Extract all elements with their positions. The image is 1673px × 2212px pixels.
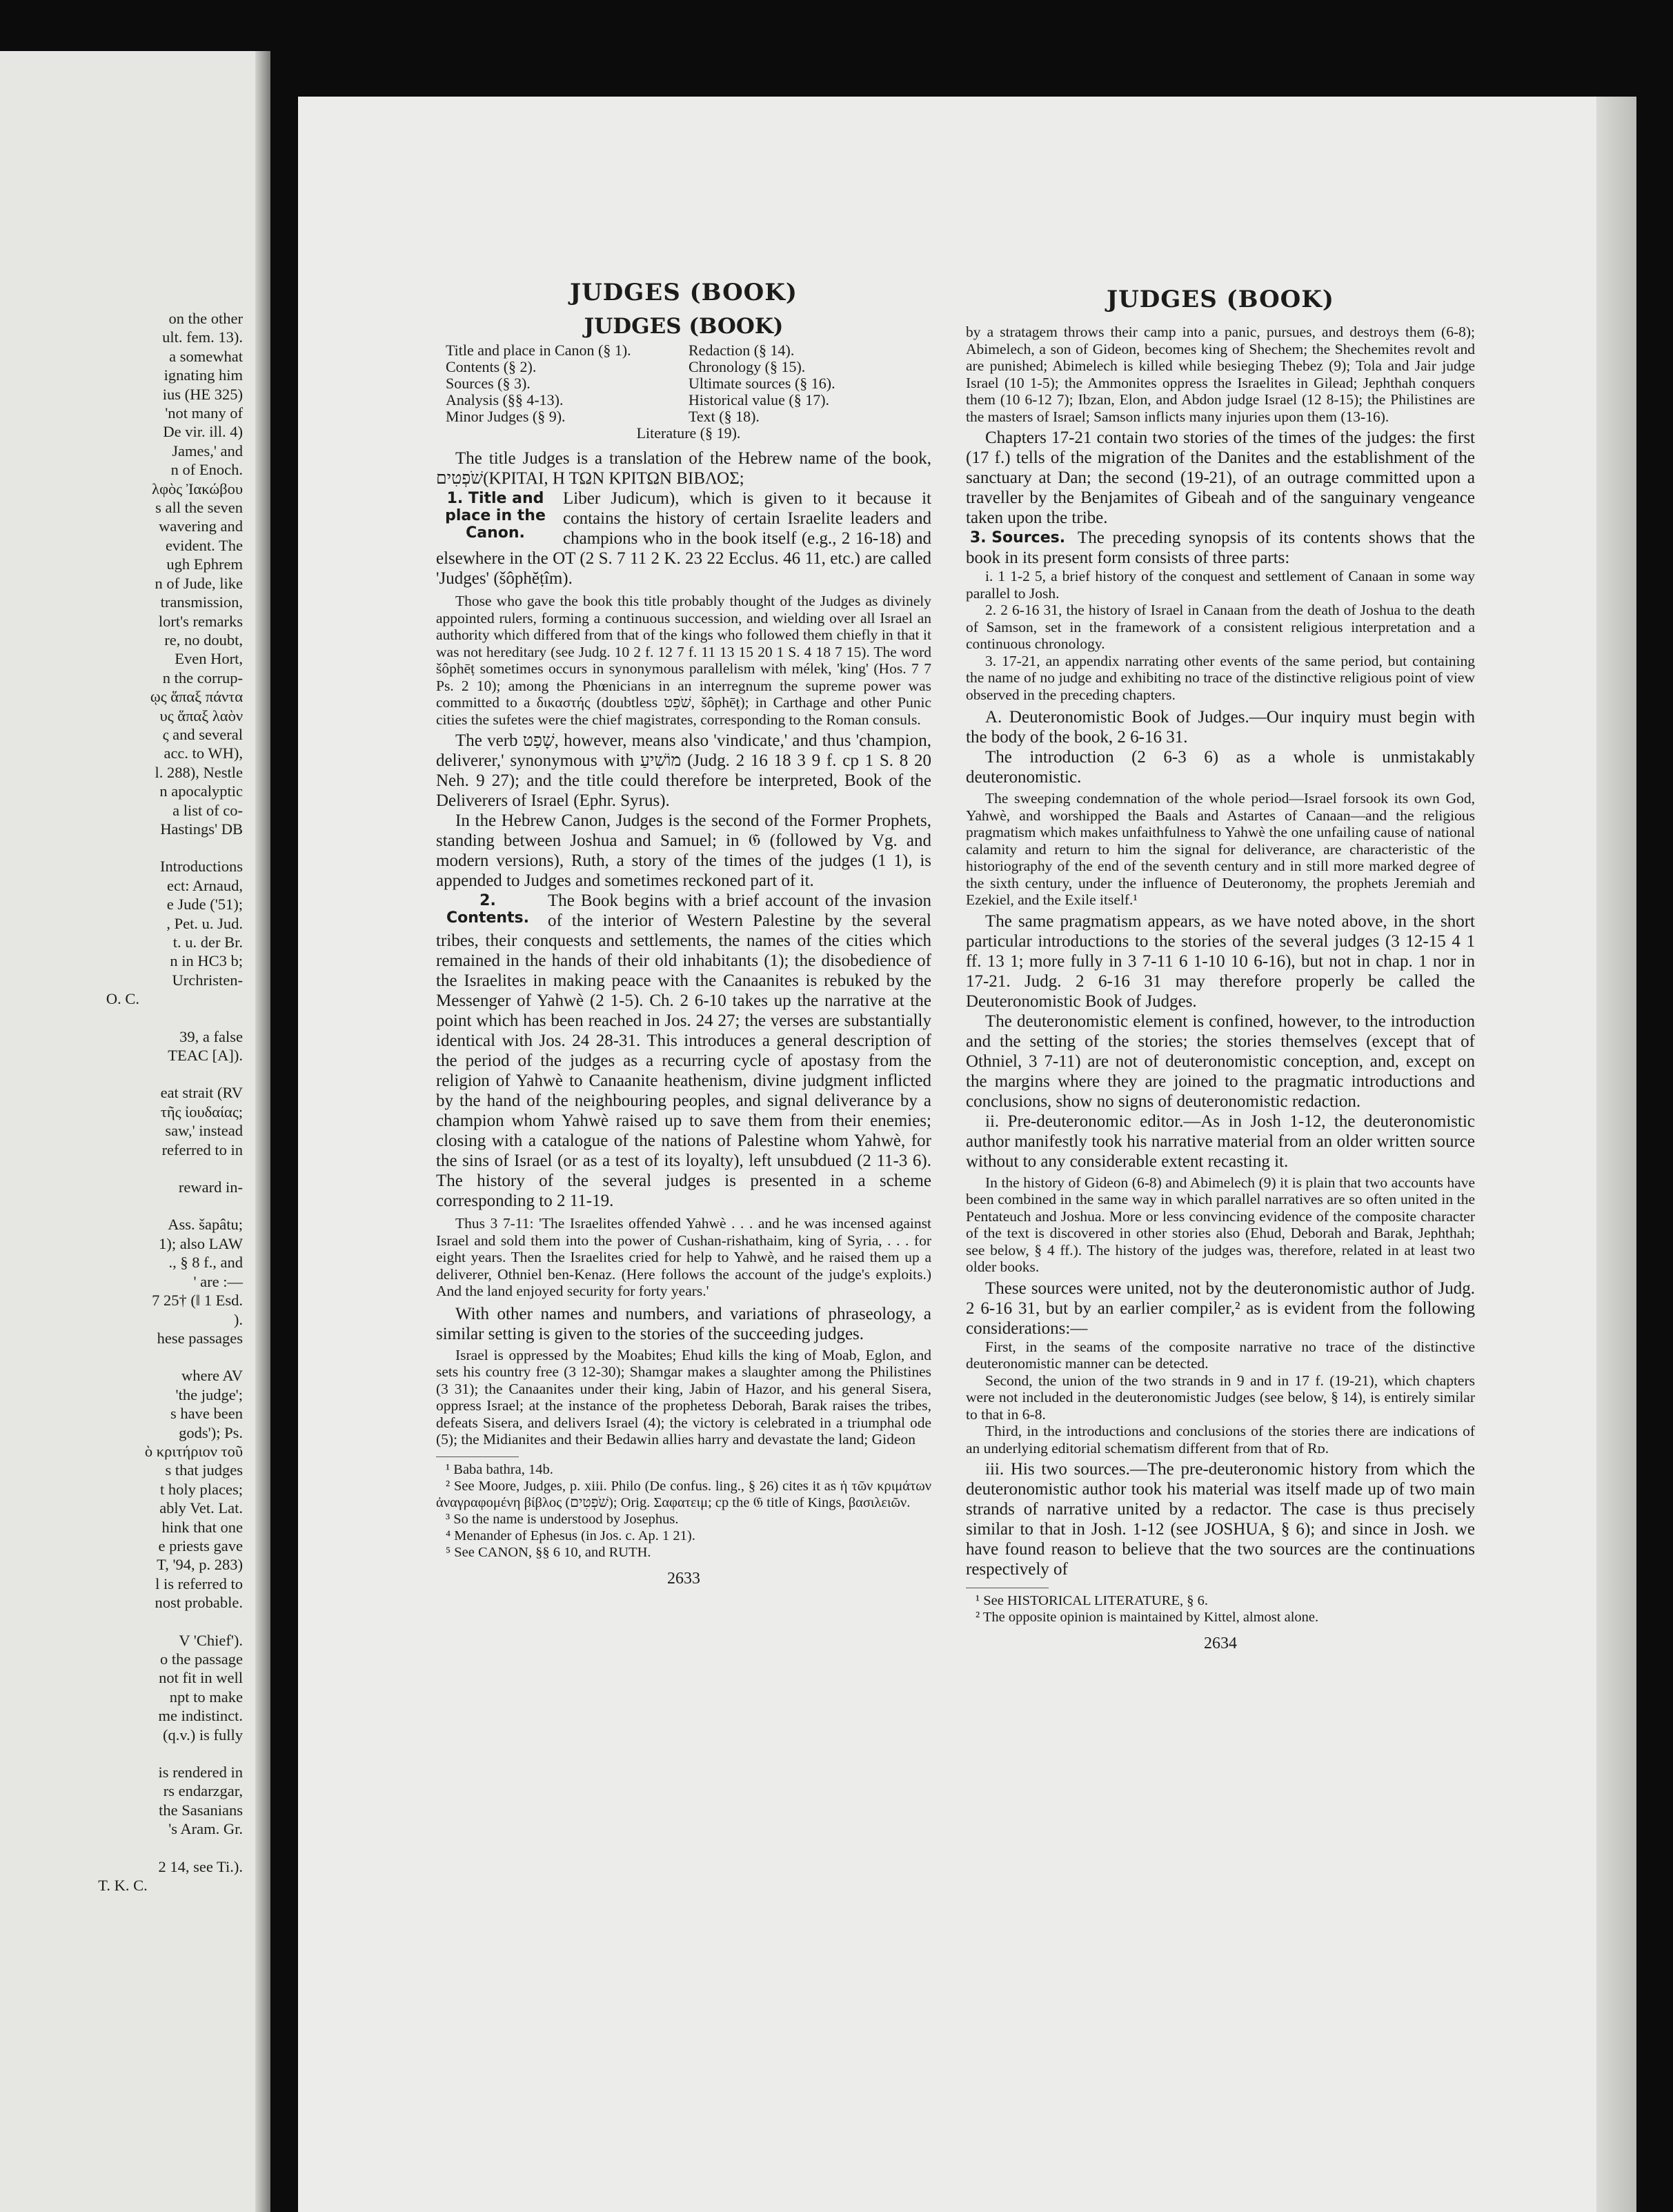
toc-item: Historical value (§ 17). bbox=[689, 391, 830, 408]
left-text-line: rs endarzgar, bbox=[163, 1782, 243, 1800]
left-text-line: s all the seven bbox=[155, 499, 243, 517]
left-text-line: e Jude ('51); bbox=[166, 896, 243, 914]
paragraph: First, in the seams of the composite narrative no trace of the distinctive deuteronomistic manner can be detected. bbox=[966, 1338, 1475, 1372]
left-text-line: s have been bbox=[170, 1405, 243, 1423]
left-text-line: l. 288), Nestle bbox=[155, 763, 243, 781]
left-text-line: where AV bbox=[181, 1367, 243, 1385]
left-text-line: 's Aram. Gr. bbox=[168, 1820, 243, 1838]
footnote: ³ So the name is understood by Josephus. bbox=[446, 1511, 679, 1527]
paragraph: Israel is oppressed by the Moabites; Ehud kills the king of Moab, Eglon, and sets his country free (3 12-30); Shamgar makes a slaughter among the Philistines (3 31); the Canaanites under their king, Jabin of Hazor, and his general Sisera, oppress Israel; at the instance of the prophetess Deborah, Barak raises the tribes, defeats Sisera, and delivers Israel (4); the victory is celebrated in a triumphal ode (5); the Midianites and their Bedawin allies harry and devastate the land; Gideon bbox=[436, 1346, 931, 1448]
toc-item: Ultimate sources (§ 16). bbox=[689, 375, 835, 392]
left-text-line: e priests gave bbox=[158, 1537, 243, 1554]
footnote: ² See Moore, Judges, p. xiii. Philo (De confus. ling., § 26) cites it as ἡ τῶν κριμάτων ἀναγραφομένη βίβλος (שֹׁפְטִים); Orig. Σαφατειμ; cp the 𝔊 title of Kings, βασιλειῶν. bbox=[436, 1478, 931, 1510]
left-text-line: reward in- bbox=[178, 1178, 243, 1196]
paragraph: With other names and numbers, and variations of phraseology, a similar setting is given to the stories of the succeeding judges. bbox=[436, 1304, 931, 1343]
paragraph: The introduction (2 6-3 6) as a whole is unmistakably deuteronomistic. bbox=[966, 748, 1475, 787]
left-text-line: λφὸς Ἰακώβου bbox=[152, 480, 243, 497]
left-text-line: n of Enoch. bbox=[170, 461, 243, 479]
left-text-line: on the other bbox=[168, 310, 243, 327]
footnote-rule bbox=[436, 1456, 519, 1457]
section-heading-title-canon: 1. Title and place in the Canon. bbox=[445, 490, 546, 542]
left-text-line: nost probable. bbox=[155, 1594, 243, 1612]
left-text-line: l is referred to bbox=[155, 1574, 243, 1592]
left-text-line: gods'); Ps. bbox=[179, 1423, 243, 1441]
paragraph: Second, the union of the two strands in 9 and in 17 f. (19-21), which chapters were not included in the deuteronomistic Judges (see below, § 14), is entirely similar to that in 6-8. bbox=[966, 1372, 1475, 1423]
line-gap bbox=[0, 1009, 246, 1027]
left-text-line: lort's remarks bbox=[158, 612, 243, 630]
list-item: 2. 2 6-16 31, the history of Israel in Canaan from the death of Joshua to the death of Samson, set in the framework of a consistent religious interpretation and a continuous chronology. bbox=[966, 602, 1475, 652]
left-text-line: ult. fem. 13). bbox=[162, 328, 243, 346]
paragraph: In the history of Gideon (6-8) and Abimelech (9) it is plain that two accounts have been combined in the same way in which parallel narratives are so often united in the Pentateuch and Joshua. More or less convincing evidence of the composite character of the text is discovered in other stories also (Ehud, Deborah and Barak, Jephthah; see below, § 4 ff.). The history of the judges was, therefore, related in at least two older books. bbox=[966, 1174, 1475, 1275]
column-page-2633 bbox=[436, 279, 932, 1589]
section-heading-contents: 2. Contents. bbox=[446, 892, 529, 927]
page-number-2633: 2633 bbox=[667, 1569, 700, 1588]
paragraph: The same pragmatism appears, as we have noted above, in the short particular introductions to the stories of the several judges (3 12-15 4 1 ff. 13 1; more fully in 3 7-11 6 1-10 10 6-16), but not in chap. 1 nor in 17-21. Judg. 2 6-16 31 may therefore properly be called the Deuteronomistic Book of Judges. bbox=[966, 911, 1475, 1011]
paragraph bbox=[966, 528, 1475, 568]
text-run: The preceding synopsis of its contents shows that the book in its present form consists of three parts: bbox=[966, 529, 1475, 567]
line-gap bbox=[0, 1839, 246, 1857]
line-gap bbox=[0, 838, 246, 857]
left-text-line: eat strait (RV bbox=[160, 1084, 243, 1102]
left-text-line: , Pet. u. Jud. bbox=[166, 914, 243, 932]
left-text-line: Ass. šapâtu; bbox=[168, 1216, 243, 1234]
paragraph: In the Hebrew Canon, Judges is the second of the Former Prophets, standing between Joshua and Samuel; in 𝔊 (followed by Vg. and modern versions), Ruth, a story of the times of the judges (1 1), is appended to Judges and sometimes reckoned part of it. bbox=[436, 811, 931, 890]
left-text-line: τῆς ἰουδαίας; bbox=[160, 1103, 243, 1120]
left-text-line: Introductions bbox=[160, 858, 243, 876]
paragraph: These sources were united, not by the deuteronomistic author of Judg. 2 6-16 31, but by an earlier compiler,² as is evident from the following considerations:— bbox=[966, 1278, 1475, 1338]
open-page-spread bbox=[298, 97, 1636, 2212]
left-text-line: T. K. C. bbox=[98, 1877, 148, 1895]
left-text-line: ., § 8 f., and bbox=[168, 1254, 243, 1272]
page-edge bbox=[1596, 97, 1636, 2212]
left-text-line: n apocalyptic bbox=[159, 782, 243, 800]
left-text-line: evident. The bbox=[165, 536, 243, 554]
list-item: i. 1 1-2 5, a brief history of the conquest and settlement of Canaan in some way parallel to Josh. bbox=[966, 568, 1475, 602]
left-text-line: acc. to WH), bbox=[164, 744, 243, 762]
left-text-line: is rendered in bbox=[158, 1764, 243, 1781]
toc-item-literature: Literature (§ 19). bbox=[636, 424, 741, 442]
list-item: 3. 17-21, an appendix narrating other events of the same period, but containing the name of no judge and exhibiting no trace of the distinctive religious point of view observed in the preceding chapters. bbox=[966, 652, 1475, 703]
footnote: ¹ Baba bathra, 14b. bbox=[446, 1461, 553, 1477]
line-gap bbox=[0, 1065, 246, 1083]
column-page-2634 bbox=[966, 286, 1475, 1654]
left-text-line: James,' and bbox=[172, 442, 243, 460]
line-gap bbox=[0, 1159, 246, 1178]
paragraph bbox=[436, 891, 931, 1211]
left-text-line: (q.v.) is fully bbox=[162, 1726, 243, 1744]
footnote: ⁴ Menander of Ephesus (in Jos. c. Ap. 1 21). bbox=[446, 1528, 695, 1543]
left-text-line: o the passage bbox=[160, 1650, 243, 1668]
left-text-line: ably Vet. Lat. bbox=[159, 1499, 243, 1517]
left-text-line: n of Jude, like bbox=[155, 574, 243, 592]
paragraph bbox=[436, 488, 931, 589]
table-of-contents bbox=[436, 342, 931, 442]
footnotes-2634 bbox=[966, 1592, 1475, 1626]
left-text-line: n in HC3 b; bbox=[170, 952, 243, 970]
article-title: JUDGES (BOOK) bbox=[584, 314, 784, 339]
left-text-line: a somewhat bbox=[169, 347, 243, 365]
toc-item: Redaction (§ 14). bbox=[689, 342, 795, 359]
text-run: Liber Judicum), which is given to it because it contains the history of certain Israelite leaders and champions who in the book itself (e.g., 2 16-18) and elsewhere in the OT (2 S. 7 11 2 K. 23 22 Ecclus. 46 11, etc.) are called 'Judges' (šôphĕṭîm). bbox=[436, 489, 931, 588]
line-gap bbox=[0, 1612, 246, 1631]
toc-item: Chronology (§ 15). bbox=[689, 358, 806, 375]
left-text-line: ect: Arnaud, bbox=[167, 876, 243, 894]
paragraph: Thus 3 7-11: 'The Israelites offended Yahwè . . . and he was incensed against Israel and sold them into the power of Cushan-rishathaim, king of Syria, . . . for eight years. Then the Israelites cried for help to Yahwè, and he raised them up a deliverer, Othniel ben-Kenaz. (Here follows the account of the judge's exploits.) And the land enjoyed security for forty years.' bbox=[436, 1215, 931, 1299]
left-text-line: ' are :— bbox=[193, 1272, 243, 1290]
left-text-line: t holy places; bbox=[160, 1480, 243, 1498]
left-text-line: referred to in bbox=[161, 1140, 243, 1158]
left-text-line: s that judges bbox=[165, 1461, 243, 1479]
paragraph bbox=[436, 448, 931, 488]
footnotes-2633 bbox=[436, 1461, 931, 1561]
left-text-line: Even Hort, bbox=[175, 650, 243, 668]
toc-item: Sources (§ 3). bbox=[446, 375, 531, 392]
left-text-line: ς and several bbox=[162, 725, 243, 743]
book-gutter bbox=[255, 51, 270, 2212]
left-text-line: hese passages bbox=[157, 1329, 243, 1347]
paragraph: The sweeping condemnation of the whole period—Israel forsook its own God, Yahwè, and worshipped the Baals and Astartes of Canaan—and the religious pragmatism which makes unfaithfulness to Yahwè the one unfailing cause of national calamity and return to him the signal for deliverance, are characteristic of the historiography of the end of the seventh century and in still more marked degree of the sixth century, under the influence of Deuteronomy, the prophets Jeremiah and Ezekiel, and the Exile itself.¹ bbox=[966, 790, 1475, 908]
toc-item: Contents (§ 2). bbox=[446, 358, 537, 375]
left-text-line: 1); also LAW bbox=[159, 1234, 243, 1252]
section-heading-sources: 3. Sources. bbox=[969, 529, 1066, 546]
left-text-line: npt to make bbox=[169, 1688, 243, 1706]
footnote: ² The opposite opinion is maintained by Kittel, almost alone. bbox=[976, 1610, 1319, 1625]
left-text-line: TEAC [A]). bbox=[168, 1047, 243, 1065]
left-text-line: ). bbox=[233, 1310, 243, 1328]
toc-item: Minor Judges (§ 9). bbox=[446, 408, 566, 425]
running-head-2633: JUDGES (BOOK) bbox=[570, 279, 798, 306]
left-text-line: wavering and bbox=[159, 517, 243, 535]
left-text-line: a list of co- bbox=[172, 801, 243, 819]
left-text-line: V 'Chief'). bbox=[179, 1631, 243, 1649]
running-head-2634: JUDGES (BOOK) bbox=[1107, 286, 1334, 313]
toc-item: Analysis (§§ 4-13). bbox=[446, 391, 564, 408]
left-page-fragment bbox=[0, 51, 270, 2212]
left-text-line: transmission, bbox=[160, 593, 243, 611]
left-text-line: 'the judge'; bbox=[175, 1385, 243, 1403]
left-text-line: 7 25† (‖ 1 Esd. bbox=[152, 1292, 243, 1310]
line-gap bbox=[0, 1744, 246, 1763]
left-text-line: saw,' instead bbox=[165, 1122, 243, 1140]
page-number-2634: 2634 bbox=[1204, 1635, 1237, 1652]
line-gap bbox=[0, 1196, 246, 1215]
left-text-line: re, no doubt, bbox=[164, 631, 243, 649]
left-text-line: not fit in well bbox=[159, 1669, 243, 1687]
left-text-line: De vir. ill. 4) bbox=[163, 423, 243, 441]
left-text-line: T, '94, p. 283) bbox=[157, 1556, 243, 1574]
toc-item: Text (§ 18). bbox=[689, 408, 760, 425]
left-text-line: the Sasanians bbox=[159, 1801, 243, 1819]
paragraph: Chapters 17-21 contain two stories of the times of the judges: the first (17 f.) tells of the migration of the Danites and the establishment of the sanctuary at Dan; the second (19-21), of an outrage committed upon a traveller by the Benjamites of Gibeah and of the sanguinary vengeance taken upon the tribe. bbox=[966, 428, 1475, 527]
left-text-line: ῳς ἅπαξ πάντα bbox=[150, 688, 243, 706]
paragraph: Third, in the introductions and conclusions of the stories there are indications of an underlying editorial schematism different from that of Rᴅ. bbox=[966, 1423, 1475, 1456]
toc-item: Title and place in Canon (§ 1). bbox=[446, 342, 631, 359]
left-text-line: 'not many of bbox=[165, 404, 243, 422]
left-text-line: O. C. bbox=[106, 990, 140, 1008]
left-text-line: ignating him bbox=[164, 366, 243, 384]
left-text-line: 2 14, see Ti.). bbox=[158, 1857, 243, 1875]
left-text-line: υς ἅπαξ λαὸν bbox=[159, 707, 243, 724]
paragraph: A. Deuteronomistic Book of Judges.—Our inquiry must begin with the body of the book, 2 6-16 31. bbox=[966, 708, 1475, 747]
paragraph: The verb שָׁפַט, however, means also 'vindicate,' and thus 'champion, deliverer,' synonymous with מוֹשִׁיעַ (Judg. 2 16 18 3 9 f. cp 1 S. 8 20 Neh. 9 27); and the title could therefore be interpreted, Book of the Deliverers of Israel (Ephr. Syrus). bbox=[436, 731, 932, 810]
left-text-line: ius (HE 325) bbox=[162, 385, 243, 403]
left-text-line: ugh Ephrem bbox=[166, 555, 243, 573]
paragraph: by a stratagem throws their camp into a panic, pursues, and destroys them (6-8); Abimelech, a son of Gideon, becomes king of Shechem; the Shechemites revolt and are punished; Abimelech is killed while besieging Thebez (9); Tola and Jair judge Israel (10 1-5); the Ammonites oppress the Israelites in Gilead; Jephthah conquers them (10 6-12 7); Ibzan, Elon, and Abdon judge Israel (12 8-15); the Philistines are the masters of Israel; Samson inflicts many injuries upon them (13-16). bbox=[966, 324, 1475, 425]
paragraph: The deuteronomistic element is confined, however, to the introduction and the setting of the stories; the stories themselves (except that of Othniel, 3 7-11) are not of deuteronomistic conception, and, except on the margins where they are joined to the pragmatic introductions and conclusions, show no signs of deuteronomistic redaction. bbox=[966, 1011, 1475, 1111]
left-text-line: hink that one bbox=[161, 1518, 243, 1536]
left-text-line: ὸ κριτήριον τοῦ bbox=[144, 1442, 243, 1460]
footnote: ⁵ See CANON, §§ 6 10, and RUTH. bbox=[446, 1544, 651, 1560]
left-text-line: t. u. der Br. bbox=[172, 934, 243, 951]
paragraph: Those who gave the book this title probably thought of the Judges as divinely appointed rulers, forming a continuous succession, and wielding over all Israel an authority which differed from that of the kings who followed them chiefly in that it was not hereditary (see Judg. 10 2 f. 12 7 f. 11 13 15 20 1 S. 4 18 7 15). The word šôphēṭ sometimes occurs in synonymous parallelism with mélek, 'king' (Hos. 7 7 Ps. 2 10); among the Phœnicians in an interregnum the supreme power was committed to a δικαστής (doubtless שֹׁפֵט, šôphēṭ); in Carthage and other Punic cities the sufetes were the chief magistrates, corresponding to the Roman consuls. bbox=[436, 593, 931, 728]
footnote: ¹ See HISTORICAL LITERATURE, § 6. bbox=[976, 1593, 1208, 1608]
paragraph: iii. His two sources.—The pre-deuteronomic history from which the deuteronomistic author took his material was itself made up of two main strands of narrative united by a redactor. The case is thus precisely similar to that in Josh. 1-12 (see JOSHUA, § 6); and since in Josh. we have found reason to believe that the two sources are the continuations respectively of bbox=[966, 1460, 1475, 1579]
left-text-line: n the corrup- bbox=[162, 669, 243, 687]
left-text-line: Urchristen- bbox=[172, 971, 243, 989]
left-text-line: Hastings' DB bbox=[160, 820, 243, 838]
greek-title: (ΚΡΙΤΑΙ, Η ΤΩΝ ΚΡΙΤΩΝ ΒΙΒΛΟΣ; bbox=[483, 469, 744, 488]
paragraph: ii. Pre-deuteronomic editor.—As in Josh 1-12, the deuteronomistic author manifestly took his narrative material from an older written source without to any considerable extent recasting it. bbox=[966, 1112, 1475, 1171]
left-text-line: 39, a false bbox=[179, 1027, 243, 1045]
text-run: The Book begins with a brief account of the invasion of the interior of Western Palestine by the several tribes, their conquests and settlements, the names of the cities which remained in the hands of their old inhabitants (1); the disobedience of the Israelites in making peace with the Canaanites is rebuked by the Messenger of Yahwè (2 1-5). Ch. 2 6-10 takes up the narrative at the point which has been reached in Jos. 24 27; the verses are substantially identical with Jos. 24 28-31. This introduces a general description of the period of the judges as a recurring cycle of apostasy from the religion of Yahwè to Canaanite heathenism, divine judgment inflicted by the hand of the neighbouring peoples, and signal deliverance by a champion whom Yahwè raised up to save them from their enemies; closing with a catalogue of the nations of Palestine whom Yahwè, for the sins of Israel (or as a test of its loyalty), left unsubdued (2 11-3 6). The history of the several judges is presented in a scheme corresponding to 2 11-19. bbox=[436, 891, 931, 1210]
line-gap bbox=[0, 1347, 246, 1366]
text-run: The title Judges is a translation of the Hebrew name of the book, שֹׁפְטִים bbox=[436, 449, 931, 488]
left-page-text bbox=[0, 309, 246, 1895]
left-text-line: me indistinct. bbox=[158, 1707, 243, 1725]
